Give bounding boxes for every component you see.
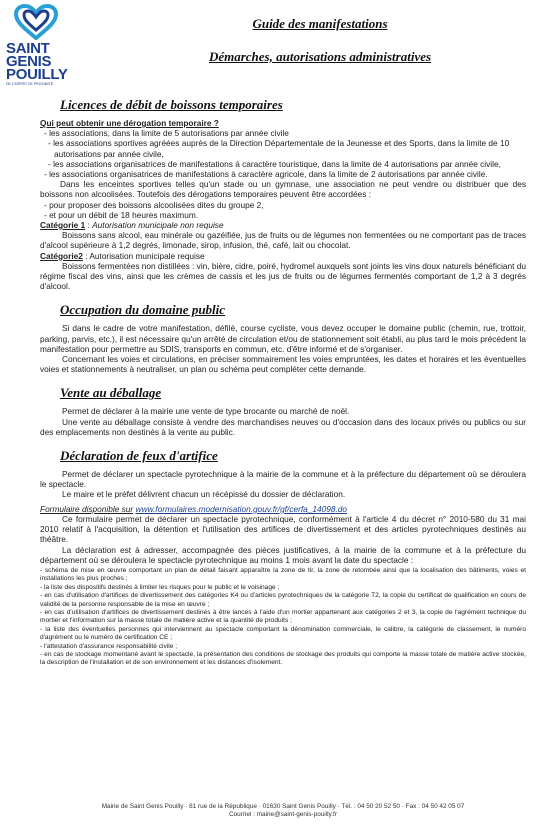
artifice-paragraph-3: Ce formulaire permet de déclarer un spectacle pyrotechnique, conformément à l'article 4 du décret n° 2010-580 du 31 mai 2010 relatif à l'acquisition, la détention et l'utilisation des artifices de divertissement et des articles pyrotechniques destinés au théâtre. [40, 513, 526, 545]
pieces-item: - la liste des éventuelles personnes qui interviennent au spectacle comportant la dénomination commerciale, le calibre, la catégorie de classement, le numéro d'agrément ou le numéro de certification CE ; [40, 625, 526, 642]
category-2-title: Autorisation municipale requise [89, 250, 205, 261]
heading-artifice: Déclaration de feux d'artifice [60, 448, 218, 464]
page-footer [40, 803, 526, 819]
deballage-paragraph-1: Permet de déclarer à la mairie une vente de type brocante ou marché de noël. [62, 406, 350, 417]
pieces-item: - schéma de mise en œuvre comportant un plan de détail faisant apparaître la zone de tir, la zone de retombée ainsi que la localisation des bâtiments, voies et installations les plus proches ; [40, 566, 526, 583]
pieces-item: - en cas d'utilisation d'artifices de divertissement destinés à être lancés à l'aide d'un mortier appartenant aux catégories 2 et 3, la copie de l'agrément technique du mortier et l'information sur la masse totale de matière active et la quantité de produits ; [40, 608, 526, 625]
heading-deballage: Vente au déballage [60, 385, 162, 401]
category-2-heading: Catégorie2 : Autorisation municipale requise [40, 250, 205, 261]
artifice-pieces-list [40, 567, 526, 668]
category-2-label: Catégorie2 [40, 250, 83, 261]
pieces-item: - en cas d'utilisation d'artifices de divertissement des catégories K4 ou d'articles pyrotechniques de la catégorie T2, la copie du certificat de qualification en cours de validité de la personne responsable de la mise en œuvre ; [40, 592, 526, 608]
footer-email: Courriel : mairie@saint-genis-pouilly.fr [229, 811, 337, 818]
artifice-paragraph-1: Permet de déclarer un spectacle pyrotechnique à la mairie de la commune et à la préfecture du département où se déroulera le spectacle. [40, 469, 526, 490]
licences-bullet: - les associations organisatrices de manifestations à caractère agricole, dans la limite de 2 autorisations par année civile. [44, 169, 488, 180]
form-availability [40, 504, 526, 514]
deballage-paragraph-2: Une vente au déballage consiste à vendre des marchandises neuves ou d'occasion dans des locaux privés ou publics ou sur des emplacements non destinés à la vente au public. [40, 416, 526, 437]
logo-line1: SAINT [6, 40, 50, 57]
heading-licences: Licences de débit de boissons temporaires [60, 97, 283, 112]
licences-bullet: - les associations organisatrices de manifestations à caractère touristique, dans la limite de 4 autorisations par année civile, [48, 158, 501, 169]
document-subtitle: Démarches, autorisations administratives [208, 49, 432, 64]
artifice-paragraph-4: La déclaration est à adresser, accompagnée des pièces justificatives, à la mairie de la commune et à la préfecture du département où se déroulera le spectacle pyrotechnique au moins 1 mois avant la date du spectacle : [40, 544, 526, 565]
licences-bullet2: - et pour un débit de 18 heures maximum. [44, 209, 199, 220]
logo [6, 4, 72, 86]
licences-bullet2: - pour proposer des boissons alcoolisées dites du groupe 2, [44, 199, 264, 210]
category-1-heading: Catégorie 1 : Autorisation municipale non requise [40, 220, 224, 231]
pieces-item: - la liste des dispositifs destinés à limiter les risques pour le public et le voisinage ; [40, 583, 280, 591]
category-2-text: Boissons fermentées non distillées : vin, bière, cidre, poiré, hydromel auxquels sont joints les vins doux naturels bénéficiant du régime fiscal des vins, ainsi que les crèmes de cassis et les jus de fruits ou de légumes fermentés comportant de 1,2 à 3 degrés d'alcool. [40, 260, 526, 292]
pieces-item: - en cas de stockage momentané avant le spectacle, la présentation des conditions de stockage des produits qui comporte la masse totale de matière active stockée, la description de l'installation et de son environnement et les distances d'isolement. [40, 650, 526, 667]
occupation-paragraph-2: Concernant les voies et circulations, en préciser sommairement les voies empruntées, les dates et horaires et les éventuelles voies et stationnements à neutraliser, un plan ou schéma peut compléter cette demande. [40, 354, 526, 375]
document-body [40, 97, 526, 668]
artifice-paragraph-2: Le maire et le préfet délivrent chacun un récépissé du dossier de déclaration. [62, 489, 346, 500]
heart-logo-icon [14, 4, 58, 40]
licences-bullet: - les associations sportives agréées auprès de la Direction Départementale de la Jeunesse et des Sports, dans la limite de 10 autorisations par année civile, [48, 138, 510, 159]
licences-bullet: - les associations, dans la limite de 5 autorisations par année civile [44, 128, 289, 139]
form-label: Formulaire disponible sur [40, 503, 134, 514]
footer-address: Mairie de Saint Genis Pouilly · 81 rue de la République · 01630 Saint Genis Pouilly · Tél. : 04 50 20 52 50 · Fax : 04 50 42 05 07 [101, 803, 465, 810]
pieces-item: - l'attestation d'assurance responsabilité civile ; [40, 642, 178, 650]
category-1-label: Catégorie 1 [40, 220, 86, 231]
licences-paragraph: Dans les enceintes sportives telles qu'un stade ou un gymnase, une association ne peut vendre ou distribuer que des boissons non alcoolisées. Toutefois des dérogations temporaires peuvent être accordées : [40, 179, 526, 200]
document-title: Guide des manifestations [252, 16, 388, 31]
form-link[interactable]: www.formulaires.modernisation.gouv.fr/gf/cerfa_14098.do [135, 503, 347, 514]
licences-question: Qui peut obtenir une dérogation temporaire ? [40, 118, 219, 128]
logo-line2: GENIS [6, 53, 52, 70]
heading-occupation: Occupation du domaine public [60, 302, 226, 318]
logo-line3: POUILLY [6, 66, 68, 83]
occupation-paragraph-1: Si dans le cadre de votre manifestation, défilé, course cycliste, vous devez occuper le domaine public (chemin, rue, trottoir, parking, parvis, etc.), il est nécessaire qu'un arrêté de circulation et/ou de stationnement soit établi, au plus tard le mois précédent la manifestation pour permettre au SDIS, transports en commun, etc. d'être informé et de s'organiser. [40, 323, 526, 354]
category-1-text: Boissons sans alcool, eau minérale ou gazéifiée, jus de fruits ou de légumes non fermentées ou ne comportant pas de traces d'alcool supérieure à 1,2 degrés, limonade, sirop, infusion, thé, café, lait ou chocolat. [40, 230, 526, 251]
logo-tagline: DE L'ESPRIT DE PROXIMITÉ [6, 82, 54, 86]
category-1-title: Autorisation municipale non requise [92, 220, 224, 231]
logo-text [6, 42, 72, 81]
